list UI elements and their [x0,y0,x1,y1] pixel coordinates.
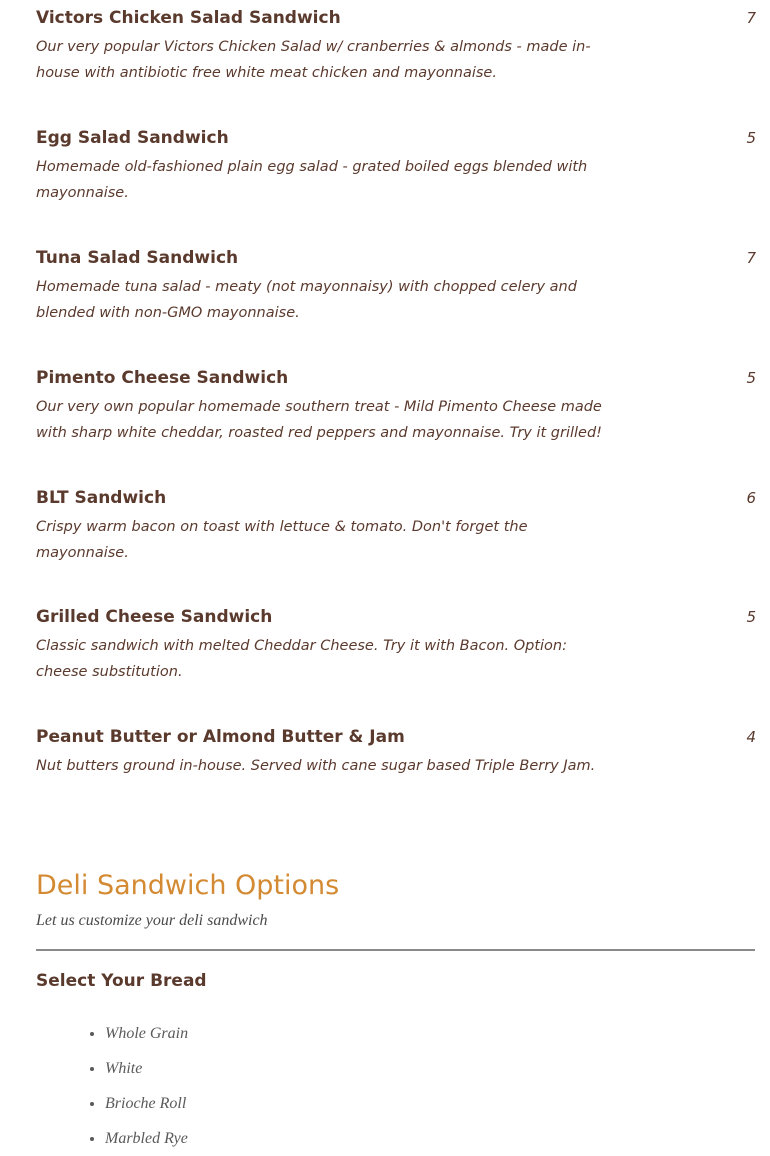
item-description: Our very own popular homemade southern treat - Mild Pimento Cheese made with sharp white cheddar, roasted red peppers and mayonnaise. Try it grilled! [36,399,602,441]
item-name: BLT Sandwich [36,488,167,508]
item-price: 5 [746,129,756,147]
item-name: Peanut Butter or Almond Butter & Jam [36,727,405,747]
list-item: • Marbled Rye [105,1121,188,1156]
item-description: Homemade tuna salad - meaty (not mayonnaisy) with chopped celery and blended with non-GMO mayonnaise. [36,279,577,321]
item-description: Nut butters ground in-house. Served with cane sugar based Triple Berry Jam. [36,758,596,774]
bread-heading: Select Your Bread [36,971,207,991]
item-name: Egg Salad Sandwich [36,128,229,148]
item-price: 7 [746,9,756,27]
section-title: Deli Sandwich Options [36,870,340,901]
item-name: Tuna Salad Sandwich [36,248,239,268]
section-subtitle: Let us customize your deli sandwich [36,912,268,929]
item-price: 4 [746,728,756,746]
list-item: • Brioche Roll [105,1086,188,1121]
item-description: Our very popular Victors Chicken Salad w/ cranberries & almonds - made in-house with antibiotic free white meat chicken and mayonnaise. [36,39,591,81]
item-price: 6 [746,489,756,507]
item-description: Classic sandwich with melted Cheddar Cheese. Try it with Bacon. Option: cheese substitution. [36,638,568,680]
bread-list [36,1016,188,1156]
item-name: Pimento Cheese Sandwich [36,368,289,388]
item-price: 5 [746,608,756,626]
item-price: 5 [746,369,756,387]
divider [36,949,755,951]
item-description: Crispy warm bacon on toast with lettuce & tomato. Don't forget the mayonnaise. [36,519,528,561]
list-item: • White [105,1051,188,1086]
item-name: Victors Chicken Salad Sandwich [36,8,341,28]
item-price: 7 [746,249,756,267]
list-item: • Whole Grain [105,1016,188,1051]
item-name: Grilled Cheese Sandwich [36,607,273,627]
item-description: Homemade old-fashioned plain egg salad - grated boiled eggs blended with mayonnaise. [36,159,588,201]
